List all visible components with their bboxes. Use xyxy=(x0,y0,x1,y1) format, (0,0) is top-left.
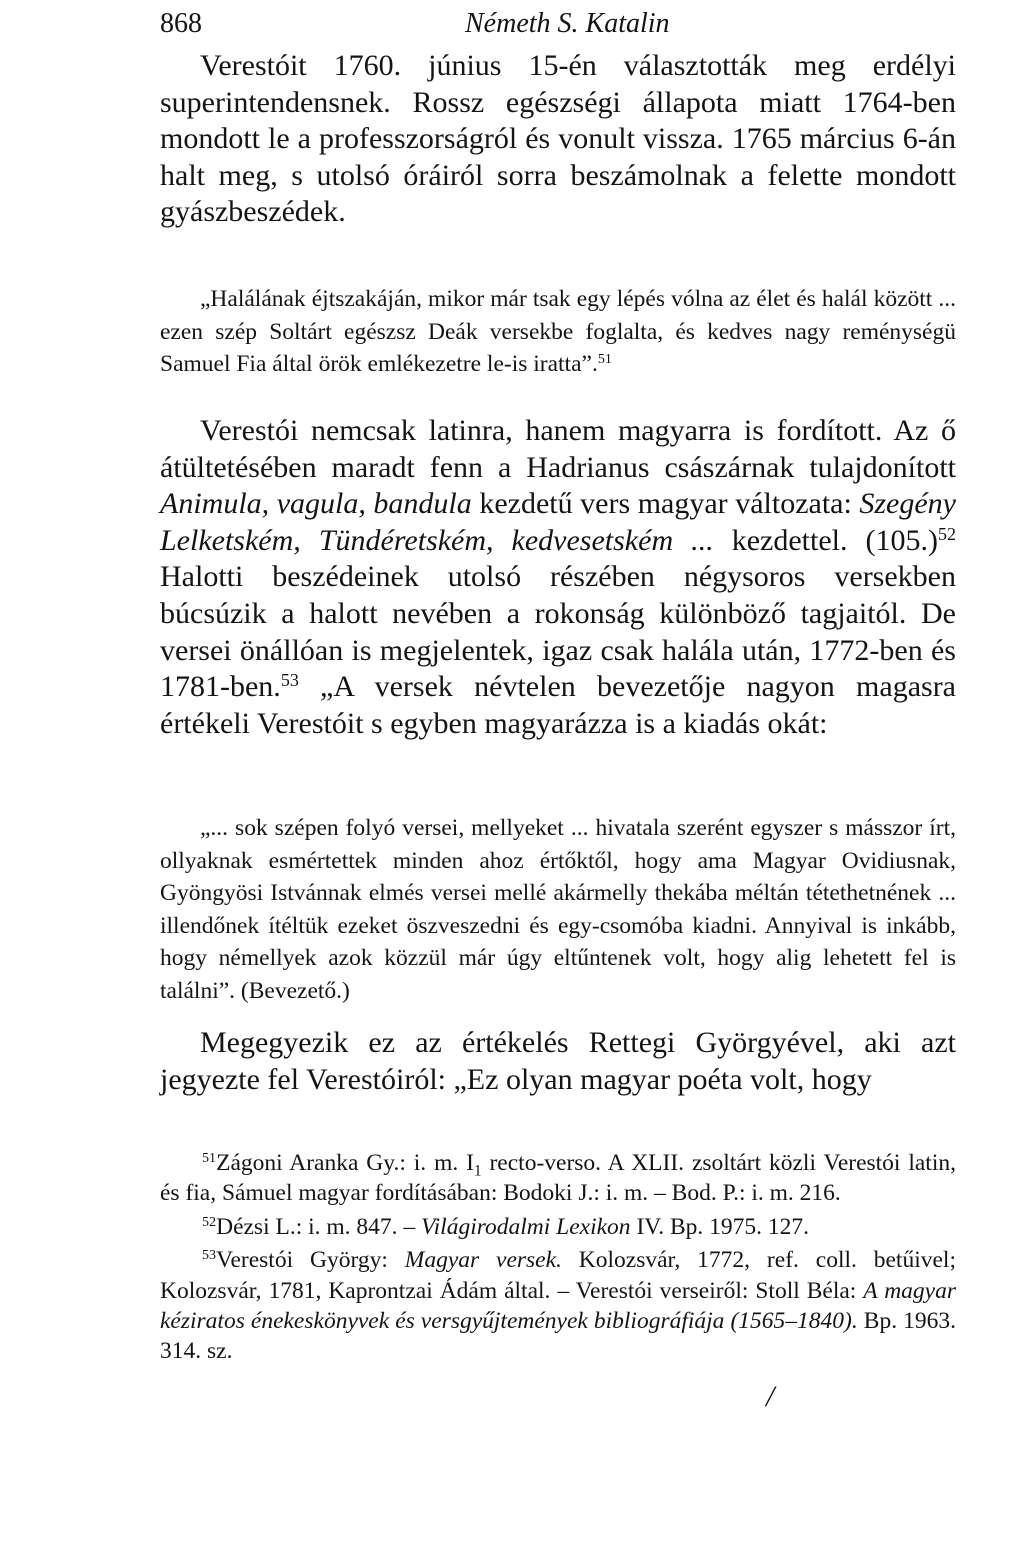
footnote-ref-52: 52 xyxy=(938,523,956,544)
body-paragraph-2-text-c: kezdettel. (105.) xyxy=(713,523,938,557)
footnote-52 xyxy=(160,1212,956,1242)
footnote-text: IV. Bp. 1975. 127. xyxy=(630,1213,810,1240)
poem-title-hungarian: Szegény Lelketském, Tündéretském, kedvesetském ... xyxy=(160,487,956,557)
footnote-text: Bp. 1963. 314. sz. xyxy=(160,1308,956,1365)
footnote-text: Verestói György: xyxy=(216,1247,405,1274)
block-quote-2: „... sok szépen folyó versei, mellyeket ... hivatala szerént egyszer s másszor írt, ollyaknak esmértettek minden ahoz értőktől, hogy ama Magyar Ovidiusnak, Gyöngyösi Istvánnak elmés versei mellé akármelly thekába méltán tétethetnének ... illendőnek ítéltük ezeket öszveszedni és egy-csomóba kiadni. Annyival is inkább, hogy némellyek azok közzül már úgy eltűntenek volt, hogy alig lehetett fel is találni”. (Bevezető.) xyxy=(160,815,956,1004)
footnote-51 xyxy=(160,1148,956,1209)
page-number: 868 xyxy=(160,8,202,39)
footnote-text: Dézsi L.: i. m. 847. – xyxy=(216,1213,422,1240)
block-quote-1-text: „Halálának éjtszakáján, mikor már tsak egy lépés vólna az élet és halál között ... ezen szép Soltárt egészsz Deák versekbe foglalta, és kedves nagy reménységü Samuel Fia által örök emlékezetre le-is iratta”. xyxy=(160,286,956,377)
footnote-text: recto-verso. A XLII. zsoltárt közli Verestói latin, és fia, Sámuel magyar fordításában: Bodoki J.: i. m. – Bod. P.: i. m. 216. xyxy=(160,1150,956,1207)
running-head-author: Németh S. Katalin xyxy=(465,8,670,39)
footnote-ref-51: 51 xyxy=(597,351,612,368)
body-paragraph-1: Verestóit 1760. június 15-én választották meg erdélyi superintendensnek. Rossz egészségi állapota miatt 1764-ben mondott le a professzorságról és vonult vissza. 1765 március 6-án halt meg, s utolsó óráiról sorra beszámolnak a felette mondott gyászbeszédek. xyxy=(160,49,956,229)
footnote-53 xyxy=(160,1245,956,1367)
stray-mark: / xyxy=(766,1380,775,1413)
body-paragraph-3: Megegyezik ez az értékelés Rettegi Györgyével, aki azt jegyezte fel Verestóiról: „Ez olyan magyar poéta volt, hogy xyxy=(160,1026,956,1096)
footnote-text: Kolozsvár, 1772, ref. coll. betűivel; Kolozsvár, 1781, Kaprontzai Ádám által. – Verestói verseiről: Stoll Béla: xyxy=(160,1247,956,1304)
footnotes xyxy=(160,1148,956,1367)
block-quote-1 xyxy=(160,283,956,381)
body-paragraph-2-text-b: kezdetű vers magyar változata: xyxy=(471,487,860,521)
footnote-number: 51 xyxy=(202,1150,217,1167)
cited-title: Magyar versek. xyxy=(404,1247,562,1274)
footnote-number: 53 xyxy=(202,1247,217,1264)
footnote-text: Zágoni Aranka Gy.: i. m. I xyxy=(216,1150,474,1176)
poem-title-latin: Animula, vagula, bandula xyxy=(160,487,472,521)
footnote-number: 52 xyxy=(202,1214,217,1231)
body-paragraph-2-text-a: Verestói nemcsak latinra, hanem magyarra is fordított. Az ő átültetésében maradt fenn a Hadrianus császárnak tulajdonított xyxy=(160,414,956,484)
body-paragraph-2 xyxy=(160,413,956,742)
cited-title: A magyar kéziratos énekeskönyvek és versgyűjtemények bibliográfiája (1565–1840). xyxy=(160,1277,956,1335)
footnote-ref-53: 53 xyxy=(280,670,299,691)
subscript: 1 xyxy=(473,1162,482,1180)
body-paragraph-2-text-e: „A versek névtelen bevezetője nagyon magasra értékeli Verestóit s egyben magyarázza is a kiadás okát: xyxy=(160,670,956,740)
body-paragraph-2-text-d: Halotti beszédeinek utolsó részében négysoros versekben búcsúzik a halott nevében a rokonság különböző tagjaitól. De versei önállóan is megjelentek, igaz csak halála után, 1772-ben és 1781-ben. xyxy=(160,560,956,704)
cited-title: Világirodalmi Lexikon xyxy=(421,1213,631,1240)
